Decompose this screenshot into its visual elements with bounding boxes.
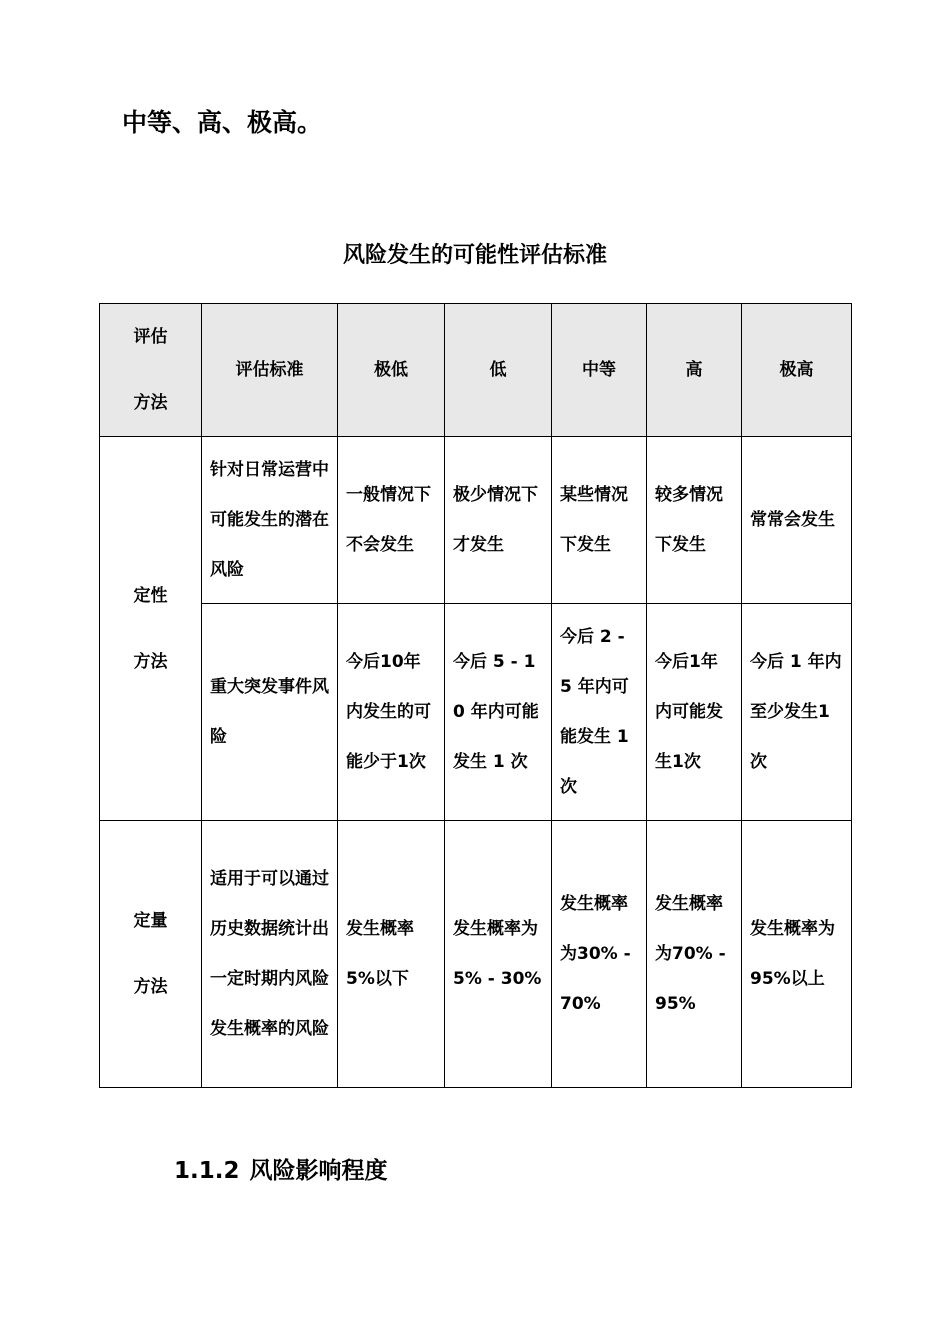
table-row-qualitative-2 [100,604,852,821]
header-method-cell [100,304,202,437]
table-row-quantitative [100,821,852,1088]
table-header-row [100,304,852,437]
qualitative-2-low: 今后 5 - 10 年内可能发生 1 次 [445,604,552,821]
header-level-low: 低 [445,304,552,437]
qualitative-method-line2: 方法 [133,651,168,672]
quantitative-method-cell [100,821,202,1088]
qualitative-1-very-low: 一般情况下不会发生 [338,437,445,604]
qualitative-2-high: 今后1年内可能发生1次 [647,604,742,821]
qualitative-criteria-2: 重大突发事件风险 [202,604,338,821]
table-title: 风险发生的可能性评估标准 [342,243,607,268]
qualitative-2-very-high: 今后 1 年内至少发生1次 [742,604,852,821]
qualitative-2-very-low: 今后10年内发生的可能少于1次 [338,604,445,821]
qualitative-1-high: 较多情况下发生 [647,437,742,604]
quantitative-low: 发生概率为 5% - 30% [445,821,552,1088]
section-heading [174,1152,388,1185]
quantitative-very-high: 发生概率为 95%以上 [742,821,852,1088]
risk-likelihood-table [99,303,852,1088]
quantitative-method-line1: 定量 [133,911,168,931]
quantitative-criteria: 适用于可以通过历史数据统计出一定时期内风险发生概率的风险 [202,821,338,1088]
qualitative-criteria-1: 针对日常运营中可能发生的潜在风险 [202,437,338,604]
header-criteria-cell: 评估标准 [202,304,338,437]
quantitative-very-low: 发生概率5%以下 [338,821,445,1088]
header-method-line1: 评估 [133,327,168,347]
quantitative-method-line2: 方法 [133,977,168,997]
qualitative-1-medium: 某些情况下发生 [552,437,647,604]
qualitative-2-medium: 今后 2 - 5 年内可能发生 1 次 [552,604,647,821]
header-level-high: 高 [647,304,742,437]
header-level-medium: 中等 [552,304,647,437]
intro-text: 中等、高、极高。 [122,108,323,137]
section-title: 风险影响程度 [249,1158,388,1184]
qualitative-1-low: 极少情况下才发生 [445,437,552,604]
header-level-very-high: 极高 [742,304,852,437]
section-number: 1.1.2 [174,1158,240,1184]
qualitative-method-line1: 定性 [133,585,168,606]
table-row-qualitative-1 [100,437,852,604]
qualitative-method-cell [100,437,202,821]
qualitative-1-very-high: 常常会发生 [742,437,852,604]
quantitative-medium: 发生概率为30% - 70% [552,821,647,1088]
header-method-line2: 方法 [133,393,168,413]
header-level-very-low: 极低 [338,304,445,437]
quantitative-high: 发生概率为70% - 95% [647,821,742,1088]
